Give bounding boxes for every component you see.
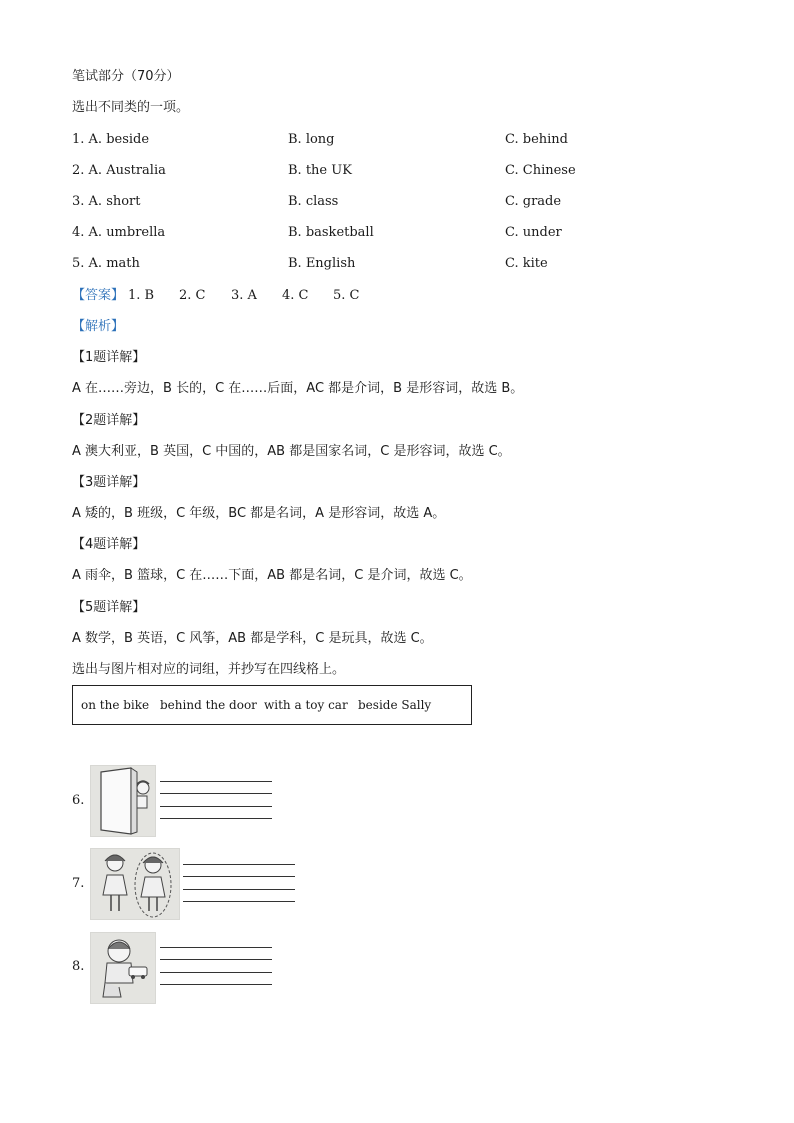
picture-girl-beside-sally <box>90 848 180 920</box>
q4-option-b: B. basketball <box>288 225 374 240</box>
section-title: 笔试部分（70分） <box>72 69 180 84</box>
answer-item: 1. B <box>128 288 155 303</box>
answer-item: 3. A <box>231 288 257 303</box>
question-number-7: 7. <box>72 876 85 891</box>
phrase-bank <box>72 685 472 725</box>
q5-option-c: C. kite <box>505 256 548 271</box>
q2-option-a: 2. A. Australia <box>72 163 166 178</box>
q2-option-c: C. Chinese <box>505 163 576 178</box>
answer-item: 4. C <box>282 288 309 303</box>
instruction-select-different: 选出不同类的一项。 <box>72 100 190 115</box>
question-number-8: 8. <box>72 959 85 974</box>
detail-heading-5: 【5题详解】 <box>72 600 146 615</box>
detail-heading-1: 【1题详解】 <box>72 350 146 365</box>
q5-option-b: B. English <box>288 256 356 271</box>
phrase-item: with a toy car <box>264 698 348 712</box>
q4-option-c: C. under <box>505 225 562 240</box>
detail-heading-4: 【4题详解】 <box>72 537 146 552</box>
phrase-item: behind the door <box>160 698 257 712</box>
detail-text-1: A 在……旁边，B 长的，C 在……后面，AC 都是介词，B 是形容词，故选 B。 <box>72 381 524 396</box>
q3-option-a: 3. A. short <box>72 194 141 209</box>
phrase-item: on the bike <box>81 698 150 712</box>
detail-heading-3: 【3题详解】 <box>72 475 146 490</box>
instruction-match-pictures: 选出与图片相对应的词组，并抄写在四线格上。 <box>72 662 346 677</box>
q1-option-a: 1. A. beside <box>72 132 150 147</box>
phrase-item: beside Sally <box>358 698 432 712</box>
detail-text-5: A 数学，B 英语，C 风筝，AB 都是学科，C 是玩具，故选 C。 <box>72 631 433 646</box>
answer-item: 2. C <box>179 288 206 303</box>
q1-option-c: C. behind <box>505 132 568 147</box>
q5-option-a: 5. A. math <box>72 256 140 271</box>
four-line-grid[interactable] <box>183 864 295 902</box>
question-number-6: 6. <box>72 793 85 808</box>
picture-boy-behind-door <box>90 765 156 837</box>
detail-text-2: A 澳大利亚，B 英国，C 中国的，AB 都是国家名词，C 是形容词，故选 C。 <box>72 444 511 459</box>
q3-option-b: B. class <box>288 194 339 209</box>
q4-option-a: 4. A. umbrella <box>72 225 166 240</box>
detail-heading-2: 【2题详解】 <box>72 413 146 428</box>
q1-option-b: B. long <box>288 132 335 147</box>
four-line-grid[interactable] <box>160 781 272 819</box>
analysis-label: 【解析】 <box>72 319 125 334</box>
four-line-grid[interactable] <box>160 947 272 985</box>
detail-text-3: A 矮的，B 班级，C 年级，BC 都是名词，A 是形容词，故选 A。 <box>72 506 446 521</box>
q2-option-b: B. the UK <box>288 163 352 178</box>
q3-option-c: C. grade <box>505 194 562 209</box>
detail-text-4: A 雨伞，B 篮球，C 在……下面，AB 都是名词，C 是介词，故选 C。 <box>72 568 472 583</box>
picture-boy-with-toy-car <box>90 932 156 1004</box>
answer-item: 5. C <box>333 288 360 303</box>
answer-label: 【答案】 <box>72 288 125 303</box>
